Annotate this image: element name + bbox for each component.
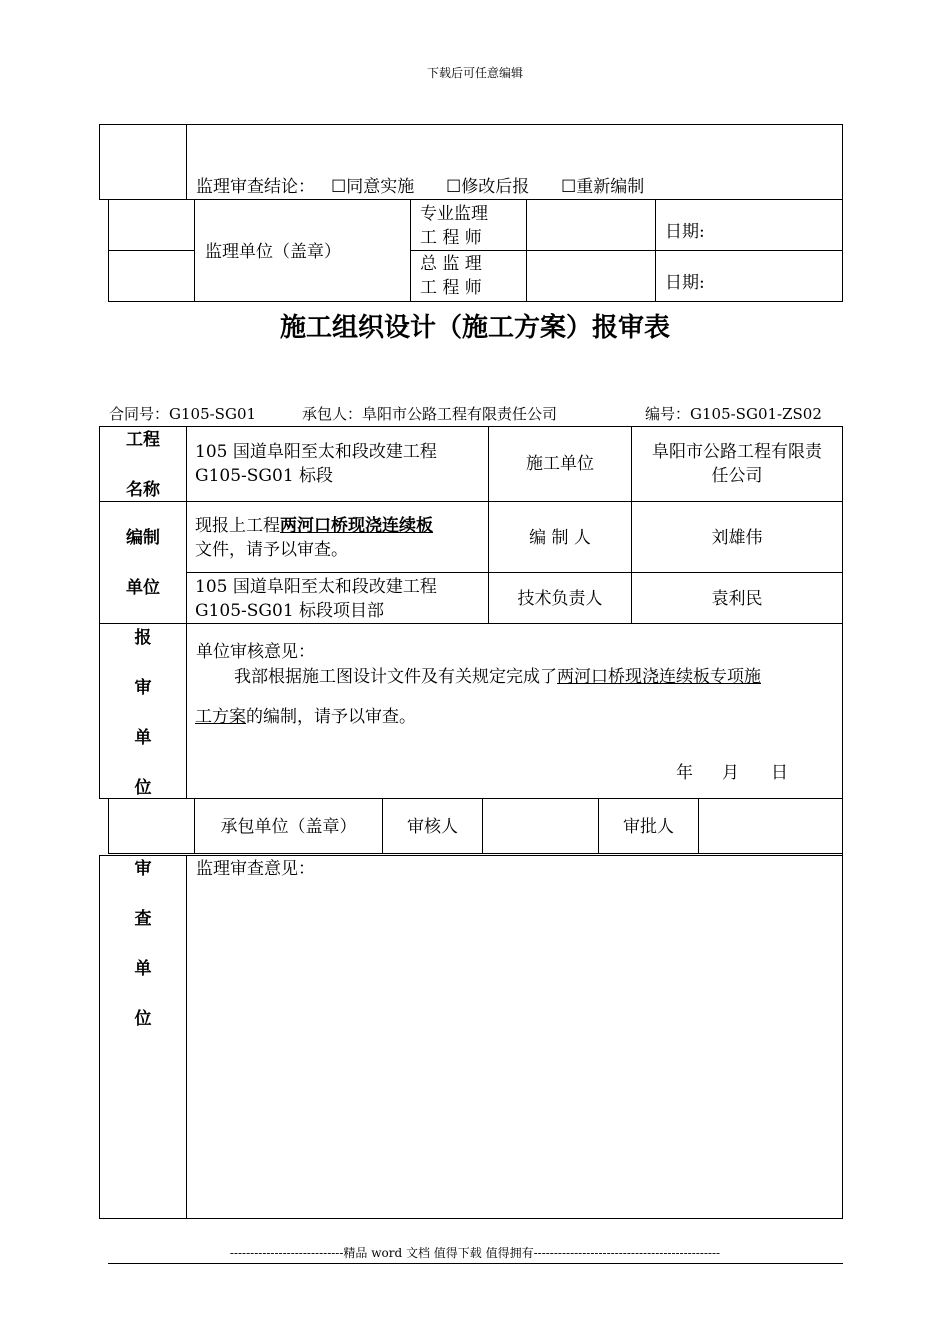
compile-label-1: 编制 bbox=[126, 528, 160, 548]
reviewer-label: 审核人 bbox=[407, 817, 458, 837]
review-side-3: 单 bbox=[134, 728, 152, 748]
contractor-name: 承包人：阜阳市公路工程有限责任公司 bbox=[302, 405, 558, 423]
supervisor-unit-label: 监理单位（盖章） bbox=[205, 242, 341, 262]
inspect-side-2: 查 bbox=[134, 909, 152, 929]
project-name-2: G105-SG01 标段 bbox=[195, 466, 334, 486]
review-day: 日 bbox=[771, 763, 788, 783]
inspect-opinion-label: 监理审查意见： bbox=[196, 859, 315, 879]
agree-checkbox[interactable]: ☐同意实施 bbox=[331, 177, 415, 197]
review-side-2: 审 bbox=[134, 678, 152, 698]
construction-unit-2: 任公司 bbox=[711, 466, 763, 486]
revise-checkbox[interactable]: ☐修改后报 bbox=[446, 177, 530, 197]
project-label-2: 名称 bbox=[126, 480, 160, 500]
document-number: 编号：G105-SG01-ZS02 bbox=[645, 405, 822, 423]
date-label-2: 日期: bbox=[665, 273, 705, 293]
spec-engineer-label-2: 工 程 师 bbox=[420, 228, 482, 248]
date-label-1: 日期: bbox=[665, 222, 705, 242]
approver-label: 审批人 bbox=[623, 817, 674, 837]
tech-lead-name: 袁利民 bbox=[711, 589, 763, 609]
contractor-unit-label: 承包单位（盖章） bbox=[220, 817, 357, 837]
dept-2: G105-SG01 标段项目部 bbox=[195, 601, 385, 621]
header-note: 下载后可任意编辑 bbox=[426, 66, 523, 80]
project-name-1: 105 国道阜阳至太和段改建工程 bbox=[195, 442, 437, 462]
review-side-4: 位 bbox=[134, 778, 152, 798]
inspect-side-4: 位 bbox=[134, 1009, 152, 1029]
review-opinion-line2: 工方案的编制，请予以审查。 bbox=[195, 707, 416, 727]
footer-rule bbox=[108, 1263, 843, 1264]
chief-engineer-label-2: 工 程 师 bbox=[420, 278, 482, 298]
construction-unit-label: 施工单位 bbox=[526, 454, 594, 474]
project-label-1: 工程 bbox=[126, 430, 160, 450]
tech-lead-label: 技术负责人 bbox=[517, 589, 603, 609]
footer-note: ----------------------------精品 word 文档 值得下载 值得拥有---------------------------------------------- bbox=[229, 1246, 721, 1260]
dept-1: 105 国道阜阳至太和段改建工程 bbox=[195, 577, 437, 597]
page-title: 施工组织设计（施工方案）报审表 bbox=[279, 313, 670, 343]
report-line: 现报上工程两河口桥现浇连续板 bbox=[195, 516, 433, 536]
contract-number: 合同号：G105-SG01 bbox=[109, 405, 257, 423]
review-opinion-label: 单位审核意见： bbox=[196, 642, 315, 662]
chief-engineer-label-1: 总 监 理 bbox=[420, 254, 482, 274]
construction-unit-1: 阜阳市公路工程有限责 bbox=[652, 442, 822, 462]
compile-label-2: 单位 bbox=[126, 578, 160, 598]
review-opinion-line1: 我部根据施工图设计文件及有关规定完成了两河口桥现浇连续板专项施 bbox=[234, 667, 761, 687]
review-month: 月 bbox=[722, 763, 739, 783]
report-line-2: 文件，请予以审查。 bbox=[195, 540, 348, 560]
review-side-1: 报 bbox=[134, 628, 152, 648]
compiler-name: 刘雄伟 bbox=[711, 528, 763, 548]
compiler-label: 编 制 人 bbox=[529, 528, 591, 548]
conclusion-label: 监理审查结论： bbox=[196, 177, 315, 197]
inspect-side-1: 审 bbox=[134, 859, 152, 879]
review-year: 年 bbox=[676, 763, 693, 783]
inspect-side-3: 单 bbox=[134, 959, 152, 979]
spec-engineer-label-1: 专业监理 bbox=[420, 204, 488, 224]
recompile-checkbox[interactable]: ☐重新编制 bbox=[561, 177, 645, 197]
